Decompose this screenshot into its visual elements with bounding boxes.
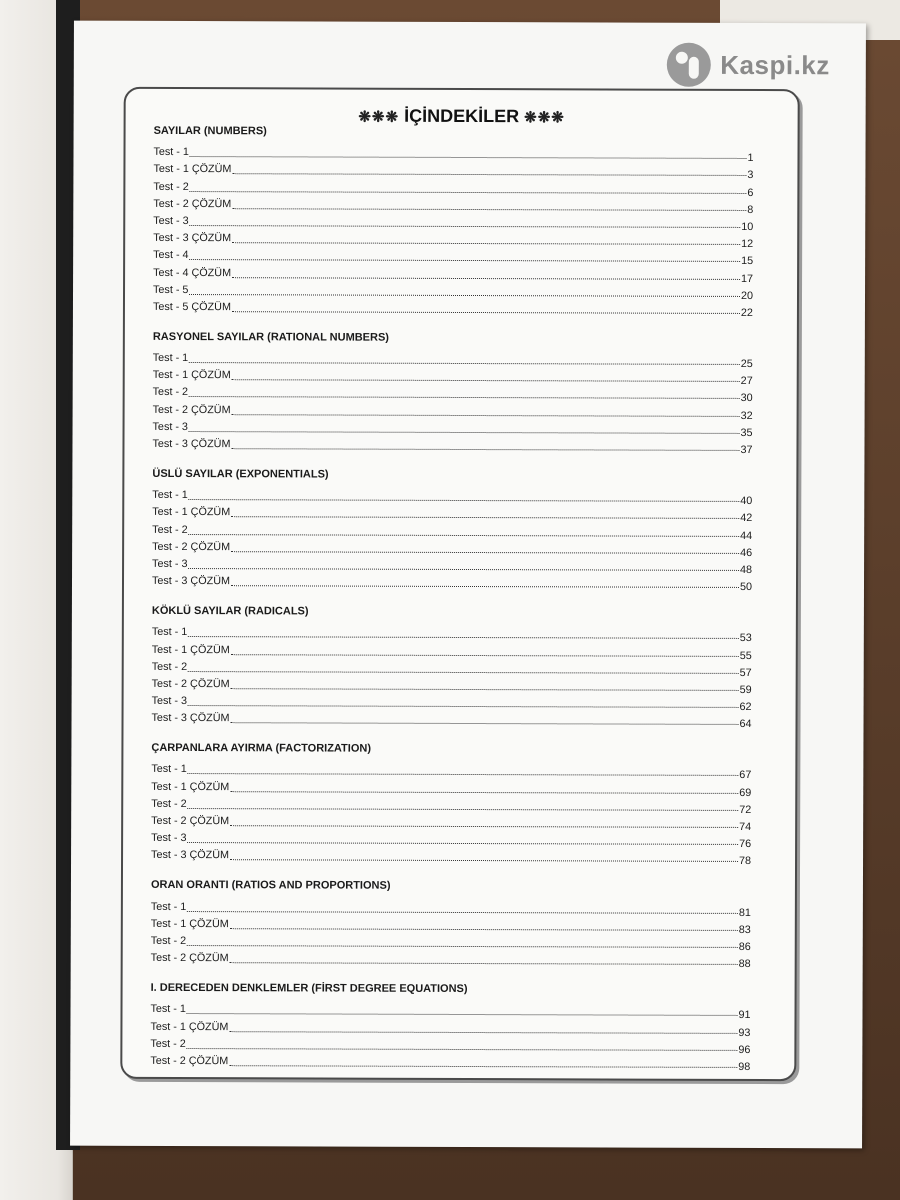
dot-leader [187,1013,738,1016]
toc-entry [150,914,751,936]
entry-label: Test - 1 ÇÖZÜM [152,506,231,519]
entry-page-number: 83 [738,923,751,936]
toc-entry [152,435,752,454]
entry-page-number: 40 [740,495,753,508]
entry-label: Test - 1 ÇÖZÜM [150,917,229,930]
entry-label: Test - 5 [153,283,189,296]
dot-leader [190,259,741,262]
dot-leader [232,379,740,382]
dot-leader [188,773,739,776]
entry-label: Test - 5 ÇÖZÜM [152,300,231,314]
entry-page-number: 22 [740,306,753,319]
entry-label: Test - 1 ÇÖZÜM [153,163,232,176]
toc-entry [150,1034,751,1056]
section-title: ÜSLÜ SAYILAR (EXPONENTIALS) [152,467,329,481]
toc-entry [152,400,753,422]
entry-page-number: 72 [739,803,752,816]
entry-page-number: 1 [747,152,754,165]
entry-label: Test - 1 [150,1003,186,1016]
dot-leader [187,911,738,914]
toc-entry [152,503,753,525]
toc-entry [150,1052,750,1071]
entry-page-number: 44 [740,529,753,542]
entry-label: Test - 1 [153,146,189,159]
toc-entry [153,298,753,317]
entry-page-number: 37 [740,443,753,456]
dot-leader [231,448,739,451]
toc-entry [153,143,754,165]
entry-label: Test - 3 ÇÖZÜM [151,849,230,862]
entry-page-number: 81 [738,906,751,919]
dot-leader [188,705,739,708]
toc-title-text: İÇİNDEKİLER [404,105,520,127]
entry-page-number: 12 [741,238,754,251]
dot-leader [188,808,739,811]
section-title: ÇARPANLARA AYIRMA (FACTORIZATION) [151,742,372,755]
dot-leader [190,191,747,194]
dot-leader [230,928,738,931]
entry-page-number: 91 [738,1009,751,1022]
toc-section [151,740,752,868]
toc-entry [152,349,753,371]
toc-entry [153,263,754,285]
toc-entry [153,194,754,216]
entry-label: Test - 2 ÇÖZÜM [152,403,231,416]
dot-leader [188,842,739,845]
toc-section [153,123,754,317]
entry-label: Test - 2 [150,934,187,947]
dot-leader [231,517,739,520]
entry-label: Test - 3 [153,214,189,227]
entry-label: Test - 1 [151,763,187,776]
entry-label: Test - 2 ÇÖZÜM [151,814,230,828]
toc-entry [152,675,752,694]
toc-entry [151,623,752,645]
section-title: ORAN ORANTI (RATIOS AND PROPORTIONS) [150,879,391,893]
entry-label: Test - 3 ÇÖZÜM [153,232,232,245]
entry-page-number: 53 [739,632,752,645]
entry-page-number: 74 [739,820,752,833]
dot-leader [190,156,747,159]
entry-label: Test - 1 [150,900,187,913]
dot-leader [187,1048,738,1051]
entry-page-number: 8 [747,203,754,216]
entry-page-number: 57 [739,666,752,679]
toc-entry [151,777,752,799]
dot-leader [188,636,739,639]
toc-entry [153,280,754,302]
entry-page-number: 62 [739,701,752,714]
entry-label: Test - 2 [151,797,187,810]
toc-list [150,123,753,1085]
dot-leader [189,499,740,502]
dot-leader [231,585,739,588]
entry-label: Test - 2 ÇÖZÜM [153,197,232,210]
entry-label: Test - 3 [151,832,187,845]
dot-leader [232,174,746,177]
toc-entry [151,640,752,662]
entry-label: Test - 4 [153,249,189,262]
entry-label: Test - 4 ÇÖZÜM [153,266,232,279]
entry-label: Test - 3 ÇÖZÜM [152,437,231,451]
entry-page-number: 27 [740,375,753,388]
entry-label: Test - 1 ÇÖZÜM [150,1020,229,1033]
entry-label: Test - 3 [152,557,188,570]
entry-label: Test - 2 ÇÖZÜM [150,1054,229,1068]
toc-section [151,603,752,731]
dot-leader [232,311,740,314]
entry-label: Test - 2 ÇÖZÜM [151,677,230,691]
dot-leader [231,654,739,657]
entry-page-number: 86 [738,940,751,953]
toc-entry [150,1000,751,1022]
entry-page-number: 67 [739,769,752,782]
entry-label: Test - 2 [152,523,188,536]
dot-leader [230,825,738,828]
dot-leader [189,396,740,399]
toc-entry [153,418,753,437]
toc-entry [152,520,753,542]
toc-entry [152,537,753,559]
entry-label: Test - 1 ÇÖZÜM [151,780,230,793]
dot-leader [230,962,738,965]
dot-leader [230,860,738,863]
dot-leader [232,242,740,245]
entry-page-number: 35 [740,426,753,439]
toc-entry [151,709,752,731]
toc-entry [150,949,751,971]
toc-entry [152,366,753,388]
entry-page-number: 50 [739,581,753,594]
dot-leader [187,945,738,948]
entry-label: Test - 2 [153,180,189,193]
toc-entry [151,692,752,714]
entry-page-number: 96 [738,1043,751,1056]
ornament-left: ❋❋❋ [358,108,400,126]
toc-entry [151,846,752,868]
dot-leader [230,722,738,725]
entry-page-number: 98 [738,1060,751,1073]
toc-entry [152,486,753,508]
dot-leader [230,791,738,794]
entry-page-number: 88 [738,958,751,971]
entry-label: Test - 1 ÇÖZÜM [151,643,230,656]
toc-entry [151,932,751,951]
section-title: I. DERECEDEN DENKLEMLER (FİRST DEGREE EQUATIONS) [150,982,468,996]
toc-section [152,329,752,454]
entry-page-number: 15 [741,255,754,268]
dot-leader [188,671,739,674]
dot-leader [189,294,740,297]
dot-leader [188,568,739,571]
toc-entry [153,160,754,182]
toc-entry [150,897,751,919]
toc-section [151,466,753,594]
entry-page-number: 59 [739,683,752,696]
entry-label: Test - 2 [151,660,188,673]
dot-leader [229,1065,737,1068]
toc-entry [153,212,753,231]
kaspi-logo-icon [666,43,710,87]
dot-leader [232,208,746,211]
dot-leader [232,414,740,417]
entry-label: Test - 1 ÇÖZÜM [152,369,231,382]
entry-page-number: 46 [740,546,753,559]
toc-entry [150,1017,751,1039]
entry-page-number: 48 [740,563,753,576]
toc-entry [153,177,754,199]
entry-label: Test - 3 [151,694,188,708]
entry-page-number: 76 [739,838,752,851]
section-title: KÖKLÜ SAYILAR (RADICALS) [151,605,309,618]
watermark [666,43,830,88]
toc-entry [151,657,752,679]
dot-leader [189,534,740,537]
entry-label: Test - 1 [152,489,188,502]
toc-entry [151,572,753,594]
entry-page-number: 25 [740,358,753,371]
toc-frame [120,87,799,1081]
toc-entry [151,795,751,814]
toc-entry [153,229,754,251]
entry-label: Test - 1 [151,626,188,639]
entry-page-number: 6 [747,186,754,199]
entry-page-number: 55 [739,649,752,662]
entry-page-number: 93 [738,1026,751,1039]
toc-section [150,877,751,971]
entry-page-number: 30 [740,392,753,405]
toc-entry [152,555,752,574]
entry-page-number: 10 [741,220,754,233]
toc-entry [152,383,753,405]
section-title: RASYONEL SAYILAR (RATIONAL NUMBERS) [152,330,389,344]
section-title: SAYILAR (NUMBERS) [153,124,267,138]
entry-label: Test - 2 ÇÖZÜM [150,952,229,965]
dot-leader [232,277,740,280]
entry-label: Test - 3 [152,420,188,433]
dot-leader [231,551,739,554]
toc-section [150,980,750,1071]
ornament-right: ❋❋❋ [524,109,565,127]
dot-leader [229,1031,737,1034]
entry-label: Test - 2 [152,386,189,399]
dot-leader [231,688,739,691]
dot-leader [189,431,740,434]
toc-entry [151,812,751,831]
toc-entry [151,760,752,782]
dot-leader [190,225,741,228]
book-page [70,21,866,1149]
entry-label: Test - 3 ÇÖZÜM [151,712,230,725]
entry-page-number: 42 [740,512,753,525]
entry-page-number: 17 [741,272,754,285]
entry-label: Test - 2 [150,1037,186,1050]
entry-page-number: 78 [738,855,752,868]
toc-entry [153,246,754,268]
entry-label: Test - 2 ÇÖZÜM [152,540,231,553]
entry-label: Test - 1 [152,351,189,365]
entry-page-number: 32 [740,409,753,422]
dot-leader [189,362,740,365]
toc-entry [151,829,752,851]
entry-page-number: 3 [747,169,754,182]
watermark-text: Kaspi.kz [720,49,830,80]
entry-page-number: 20 [740,289,754,302]
entry-label: Test - 3 ÇÖZÜM [151,575,231,588]
entry-page-number: 69 [739,786,752,799]
entry-page-number: 64 [739,718,752,731]
